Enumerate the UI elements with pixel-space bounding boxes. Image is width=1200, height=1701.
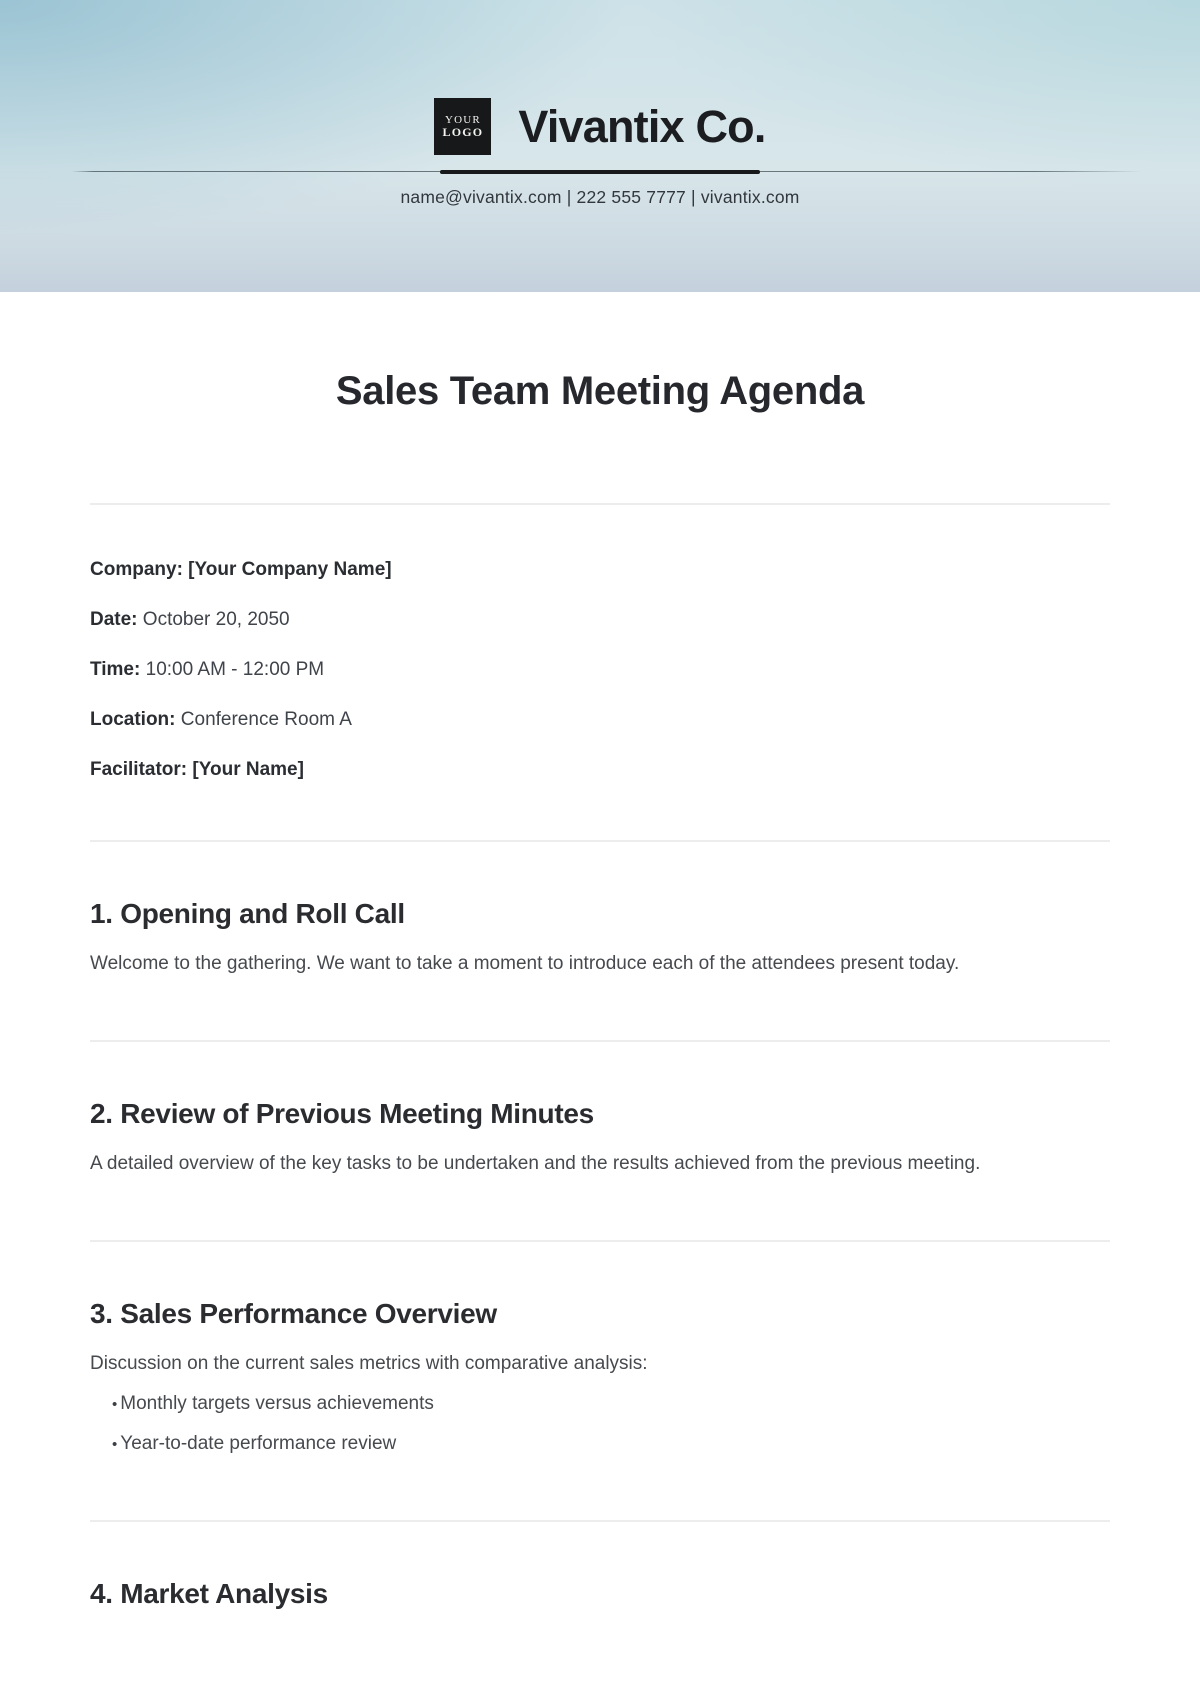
section-spacer (90, 1464, 1110, 1520)
section-body: A detailed overview of the key tasks to be undertaken and the results achieved from the previous meeting. (90, 1153, 981, 1174)
company-logo (434, 98, 491, 155)
section-divider (90, 1520, 1110, 1522)
agenda-section (90, 840, 1110, 1040)
bullet-icon: • (112, 1396, 118, 1413)
meta-value: 10:00 AM - 12:00 PM (140, 659, 325, 680)
agenda-section (90, 1240, 1110, 1520)
section-spacer (90, 1612, 1110, 1668)
bullet-item (112, 1424, 1110, 1464)
contact-info: name@vivantix.com | 222 555 7777 | vivantix.com (400, 187, 800, 207)
meta-label: Company: (90, 559, 183, 580)
logo-text-line2: LOGO (442, 125, 484, 139)
section-divider (90, 1240, 1110, 1242)
agenda-section (90, 1040, 1110, 1240)
meta-label: Date: (90, 609, 138, 630)
section-spacer (90, 1184, 1110, 1240)
section-heading: 3. Sales Performance Overview (90, 1298, 497, 1329)
meta-line (90, 695, 1110, 745)
section-body: Welcome to the gathering. We want to take a moment to introduce each of the attendees present today. (90, 953, 960, 974)
bullet-list (90, 1384, 1110, 1464)
sections-container (90, 840, 1110, 1668)
section-spacer (90, 984, 1110, 1040)
meta-label: Facilitator: (90, 759, 188, 780)
meta-label: Time: (90, 659, 141, 680)
section-heading: 1. Opening and Roll Call (90, 898, 405, 929)
meta-value: October 20, 2050 (137, 609, 290, 630)
logo-text-line1: YOUR (444, 114, 481, 126)
meta-label: Location: (90, 709, 176, 730)
section-divider (90, 1040, 1110, 1042)
meta-line (90, 595, 1110, 645)
meta-value: Conference Room A (175, 709, 352, 730)
letterhead (0, 0, 1200, 292)
meta-line (90, 545, 1110, 595)
page-title: Sales Team Meeting Agenda (335, 369, 865, 413)
bullet-item (112, 1384, 1110, 1424)
meta-list (90, 545, 1110, 795)
header-rule-thick (440, 170, 760, 174)
meta-value: [Your Company Name] (182, 559, 392, 580)
agenda-section (90, 1520, 1110, 1668)
document-body (90, 367, 1110, 1668)
meta-line (90, 645, 1110, 695)
bullet-icon: • (112, 1436, 118, 1453)
section-heading: 4. Market Analysis (90, 1578, 328, 1609)
meta-value: [Your Name] (187, 759, 304, 780)
bullet-text: Year-to-date performance review (120, 1433, 397, 1454)
meta-line (90, 745, 1110, 795)
section-divider (90, 840, 1110, 842)
company-name: Vivantix Co. (518, 100, 766, 152)
brand-row (0, 98, 1200, 155)
section-body: Discussion on the current sales metrics with comparative analysis: (90, 1353, 648, 1374)
title-divider (90, 503, 1110, 505)
bullet-text: Monthly targets versus achievements (120, 1393, 434, 1414)
section-heading: 2. Review of Previous Meeting Minutes (90, 1098, 594, 1129)
